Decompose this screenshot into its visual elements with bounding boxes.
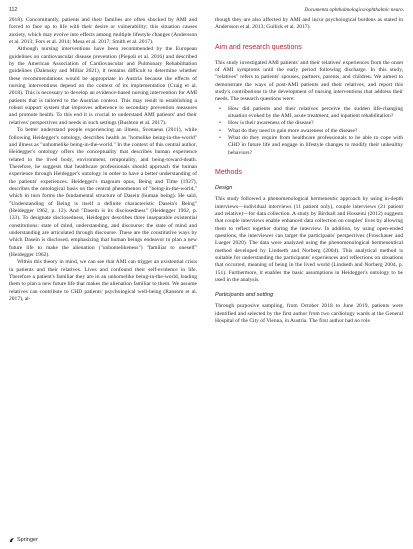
body-paragraph: Within this theory in mind, we can see that AMI can trigger an existential crisis in patients and their relatives. Lives and confound their self-evidence in life. Therefore a patient's familiar they are in an unhomelike being-in-the-world, leading them to plan a new future life that makes the alienation familiar to them. We assume relatives can contribute to CHD patients' psychological well-being (Ransom et al. 2017), al- xyxy=(9,259,197,303)
body-paragraph: This study followed a phenomenological hermeneutic approach by using in-depth interviews—individual interviews (11 patient only), couple interviews (21 patient and relative)—for data collection. A study by Birdsall and Hosseini (2012) suggests that couple interviews enable enhanced data collection on couples' lives by allowing them to reflect together during the interview. In addition, by using open-ended questions, the interviewer can target the participants' perspectives (Froschauer and Lueger 2020). The data were analyzed using the phenomenological hermeneutical method developed by Lindseth and Norberg (2004). This analytical method is suitable for understanding the participants' experiences and reflections on situations that occurred, meaning of being in the lived world (Lindseth and Norberg 2004, p. 151). Furthermore, it enables the basic assumptions in Heidegger's ontology to be used in the analysis. xyxy=(215,196,403,283)
body-paragraph: To better understand people experiencing an illness, Svenaeus (2011), while following Heidegger's ontology, describes health as "homelike being-in-the-world" and illness as "unhomelike being-in-the-world." In the context of this central author, Heidegger's ontology offers the conceptuality that describes human experience related to the lived body, environment, temporality, and being-toward-death. Therefore, he suggests that healthcare professionals should approach the human experience through Heidegger's ontology in order to have a better understanding of the patients' experiences. Heidegger's magnum opus, Being and Time (1927), describes the ontological basis on the central phenomenon of "being-in-the-world," which in turn forms the fundamental structure of Dasein (human being). He said, "Understanding of Being is itself a definite characteristic Dasein's Being" (Heidegger 1962, p. 12). And "Dasein is its disclosedness" (Heidegger 1962, p. 133). To designate disclosedness, Heidegger describes three inseparable existential constitutions: state of mind, understanding, and discourse; the state of mind and understanding are articulated through discourse. These are the constitutive ways by which Dasein is disclosed, emphasizing that human beings endeavor to plan a new future life to make the alienation ("unhomelikeness") "familiar to oneself" (Heidegger 1962). xyxy=(9,127,197,258)
research-questions-list xyxy=(215,106,403,157)
body-paragraph: though they are also affected by AMI and incur psychological burdens as stated in Andersson et al. 2013; Gullick et al. 2017). xyxy=(215,17,403,31)
body-paragraph: Through purposive sampling, from October 2018 to June 2019, patients were identified and selected by the first author from two cardiology wards at the General Hospital of the City of Vienna, in Austria. The first author had no role xyxy=(215,303,403,324)
list-item: • What do they need to gain more awareness of the disease? xyxy=(219,128,403,135)
list-item: • How did patients and their relatives perceive the sudden life-changing situation evoked by the AMI, acute treatment, and inpatient rehabilitation? xyxy=(219,106,403,121)
springer-logo-icon xyxy=(9,537,15,543)
journal-title: Documenta ophthalmologica/ophthalmic neuro. xyxy=(304,7,404,13)
body-paragraph: Although nursing interventions have been recommended by the European guidelines on cardiovascular disease prevention (Piepoli et al. 2016) and described by the American Association of Cardiovascular and Pulmonary Rehabilitation guidelines (Dalensky and Millar 2021), it remains difficult to determine whether these recommendations would be appropriate in Austria because the effects of nursing interventions depend on the context of its implementation (Craig et al. 2018). This is necessary to develop an evidence-based nursing intervention for AMI patients that is tailored to the Austrian context. This may result in establishing a robust support system that improves adherence to secondary prevention measures and promote health. To this end it is crucial to understand AMI patients' and their relatives' perspectives and needs in such settings (Rushton et al. 2017). xyxy=(9,46,197,126)
page-header xyxy=(9,7,404,17)
section-heading-aim: Aim and research questions xyxy=(215,43,302,51)
list-item: • What do they require from healthcare professionals to be able to cope with CHD in future life and engage in lifestyle changes to modify their unhealthy behaviors? xyxy=(219,135,403,157)
list-item: • How is their awareness of the disease? xyxy=(219,120,403,127)
body-paragraph: 2018). Concomitantly, patients and their families are often shocked by AMI and forced to face up to life with their desire or vulnerability; this situation causes anxiety, which may evolve into effects among multiple lifestyle changes (Andersson et al. 2013; Fors et al. 2014; Mesa et al. 2017; Smith et al. 2017). xyxy=(9,17,197,46)
page-number: 112 xyxy=(9,7,18,13)
left-column xyxy=(9,17,197,303)
right-column xyxy=(215,17,403,325)
subsection-heading-participants: Participants and setting xyxy=(215,292,274,299)
publisher-name: Springer xyxy=(17,537,38,543)
section-heading-methods: Methods xyxy=(215,169,242,177)
body-paragraph: This study investigated AMI patients' and their relatives' experiences from the onset of AMI symptoms until the early period following discharge. In this study, "relatives" refers to patients' spouses, partners, parents, and children. We aimed to demonstrate the ways of post-AMI patients and their relatives, and report this study's contributions to the development of nursing interventions that address their needs. The research questions were: xyxy=(215,59,403,103)
subsection-heading-design: Design xyxy=(215,185,233,192)
page-footer xyxy=(9,537,38,543)
